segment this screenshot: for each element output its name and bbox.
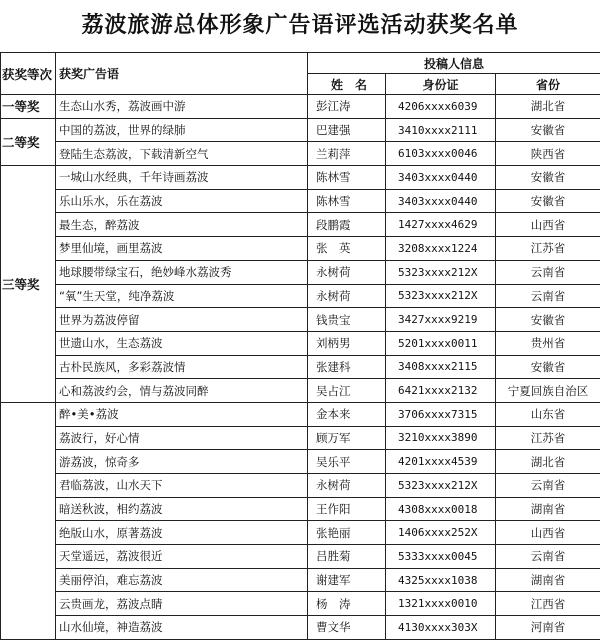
slogan-cell: 古朴民族风，多彩荔波情 — [56, 355, 308, 379]
province-cell: 云南省 — [496, 545, 600, 569]
province-cell: 宁夏回族自治区 — [496, 379, 600, 403]
id-cell: 3208xxxx1224 — [386, 237, 496, 261]
table-row — [1, 213, 600, 237]
id-cell: 4130xxxx303X — [386, 616, 496, 640]
id-cell: 5201xxxx0011 — [386, 331, 496, 355]
header-contributor-group: 投稿人信息 — [308, 53, 600, 74]
slogan-cell: 生态山水秀，荔波画中游 — [56, 95, 308, 119]
id-cell: 4201xxxx4539 — [386, 450, 496, 474]
id-cell: 5323xxxx212X — [386, 260, 496, 284]
name-cell: 刘柄男 — [308, 331, 386, 355]
province-cell: 山西省 — [496, 213, 600, 237]
table-row — [1, 308, 600, 332]
table-row — [1, 616, 600, 640]
slogan-cell: 登陆生态荔波，下载清新空气 — [56, 142, 308, 166]
table-row — [1, 568, 600, 592]
rank-cell: 二等奖 — [1, 118, 56, 165]
table-row — [1, 592, 600, 616]
slogan-cell: 暗送秋波，相约荔波 — [56, 497, 308, 521]
name-cell: 王作阳 — [308, 497, 386, 521]
province-cell: 安徽省 — [496, 189, 600, 213]
table-row — [1, 118, 600, 142]
name-cell: 钱贵宝 — [308, 308, 386, 332]
table-row — [1, 474, 600, 498]
province-cell: 安徽省 — [496, 166, 600, 190]
province-cell: 湖南省 — [496, 568, 600, 592]
table-header — [1, 53, 600, 95]
id-cell: 6103xxxx0046 — [386, 142, 496, 166]
province-cell: 江西省 — [496, 592, 600, 616]
rank-cell: 三等奖 — [1, 166, 56, 403]
slogan-cell: 天堂遥远，荔波很近 — [56, 545, 308, 569]
table-row — [1, 450, 600, 474]
id-cell: 3403xxxx0440 — [386, 189, 496, 213]
province-cell: 陕西省 — [496, 142, 600, 166]
table-row — [1, 497, 600, 521]
table-row — [1, 331, 600, 355]
slogan-cell: 荔波行，好心情 — [56, 426, 308, 450]
id-cell: 3408xxxx2115 — [386, 355, 496, 379]
slogan-cell: 心和荔波约会，情与荔波同醉 — [56, 379, 308, 403]
slogan-cell: 乐山乐水，乐在荔波 — [56, 189, 308, 213]
table-row — [1, 379, 600, 403]
province-cell: 江苏省 — [496, 426, 600, 450]
slogan-cell: 一城山水经典，千年诗画荔波 — [56, 166, 308, 190]
table-row — [1, 426, 600, 450]
id-cell: 4308xxxx0018 — [386, 497, 496, 521]
province-cell: 山东省 — [496, 402, 600, 426]
rank-cell: 一等奖 — [1, 95, 56, 119]
rank-cell — [1, 402, 56, 639]
slogan-cell: 梦里仙境，画里荔波 — [56, 237, 308, 261]
slogan-cell: 游荔波，惊奇多 — [56, 450, 308, 474]
header-name: 姓 名 — [308, 74, 386, 95]
table-row — [1, 402, 600, 426]
table-row — [1, 95, 600, 119]
name-cell: 张建科 — [308, 355, 386, 379]
id-cell: 4206xxxx6039 — [386, 95, 496, 119]
id-cell: 1406xxxx252X — [386, 521, 496, 545]
slogan-cell: 绝版山水，原著荔波 — [56, 521, 308, 545]
slogan-cell: 云贵画龙，荔波点睛 — [56, 592, 308, 616]
table-row — [1, 237, 600, 261]
table-row — [1, 142, 600, 166]
table-row — [1, 260, 600, 284]
name-cell: 段鹏霞 — [308, 213, 386, 237]
name-cell: 吴占江 — [308, 379, 386, 403]
name-cell: 吴乐平 — [308, 450, 386, 474]
id-cell: 3403xxxx0440 — [386, 166, 496, 190]
id-cell: 3706xxxx7315 — [386, 402, 496, 426]
province-cell: 安徽省 — [496, 355, 600, 379]
slogan-cell: 世遗山水，生态荔波 — [56, 331, 308, 355]
province-cell: 云南省 — [496, 474, 600, 498]
name-cell: 吕胜菊 — [308, 545, 386, 569]
id-cell: 5323xxxx212X — [386, 284, 496, 308]
province-cell: 河南省 — [496, 616, 600, 640]
province-cell: 安徽省 — [496, 118, 600, 142]
header-id: 身份证 — [386, 74, 496, 95]
name-cell: 兰莉萍 — [308, 142, 386, 166]
table-row — [1, 355, 600, 379]
slogan-cell: 美丽停泊，难忘荔波 — [56, 568, 308, 592]
id-cell: 4325xxxx1038 — [386, 568, 496, 592]
header-slogan: 获奖广告语 — [56, 53, 308, 95]
page-title: 荔波旅游总体形象广告语评选活动获奖名单 — [0, 0, 600, 50]
header-province: 省份 — [496, 74, 600, 95]
province-cell: 湖北省 — [496, 95, 600, 119]
table-row — [1, 189, 600, 213]
id-cell: 3210xxxx3890 — [386, 426, 496, 450]
name-cell: 杨 涛 — [308, 592, 386, 616]
name-cell: 张 英 — [308, 237, 386, 261]
name-cell: 彭江涛 — [308, 95, 386, 119]
province-cell: 江苏省 — [496, 237, 600, 261]
award-table — [0, 52, 600, 640]
slogan-cell: 地球腰带绿宝石，绝妙峰水荔波秀 — [56, 260, 308, 284]
table-row — [1, 545, 600, 569]
name-cell: 曹文华 — [308, 616, 386, 640]
slogan-cell: “氧”生天堂，纯净荔波 — [56, 284, 308, 308]
name-cell: 巴建强 — [308, 118, 386, 142]
name-cell: 谢建军 — [308, 568, 386, 592]
province-cell: 安徽省 — [496, 308, 600, 332]
slogan-cell: 醉•美•荔波 — [56, 402, 308, 426]
slogan-cell: 最生态，醉荔波 — [56, 213, 308, 237]
name-cell: 陈林雪 — [308, 189, 386, 213]
slogan-cell: 中国的荔波，世界的绿肺 — [56, 118, 308, 142]
name-cell: 永树荷 — [308, 260, 386, 284]
id-cell: 1427xxxx4629 — [386, 213, 496, 237]
province-cell: 云南省 — [496, 284, 600, 308]
id-cell: 3410xxxx2111 — [386, 118, 496, 142]
name-cell: 陈林雪 — [308, 166, 386, 190]
slogan-cell: 世界为荔波停留 — [56, 308, 308, 332]
table-row — [1, 284, 600, 308]
province-cell: 贵州省 — [496, 331, 600, 355]
name-cell: 顾万军 — [308, 426, 386, 450]
name-cell: 金本来 — [308, 402, 386, 426]
id-cell: 6421xxxx2132 — [386, 379, 496, 403]
name-cell: 张艳丽 — [308, 521, 386, 545]
table-body — [1, 95, 600, 640]
slogan-cell: 君临荔波，山水天下 — [56, 474, 308, 498]
province-cell: 云南省 — [496, 260, 600, 284]
id-cell: 5323xxxx212X — [386, 474, 496, 498]
table-row — [1, 166, 600, 190]
id-cell: 1321xxxx0010 — [386, 592, 496, 616]
name-cell: 永树荷 — [308, 474, 386, 498]
id-cell: 5333xxxx0045 — [386, 545, 496, 569]
name-cell: 永树荷 — [308, 284, 386, 308]
table-row — [1, 521, 600, 545]
province-cell: 山西省 — [496, 521, 600, 545]
id-cell: 3427xxxx9219 — [386, 308, 496, 332]
province-cell: 湖南省 — [496, 497, 600, 521]
province-cell: 湖北省 — [496, 450, 600, 474]
slogan-cell: 山水仙境，神造荔波 — [56, 616, 308, 640]
header-rank: 获奖等次 — [1, 53, 56, 95]
